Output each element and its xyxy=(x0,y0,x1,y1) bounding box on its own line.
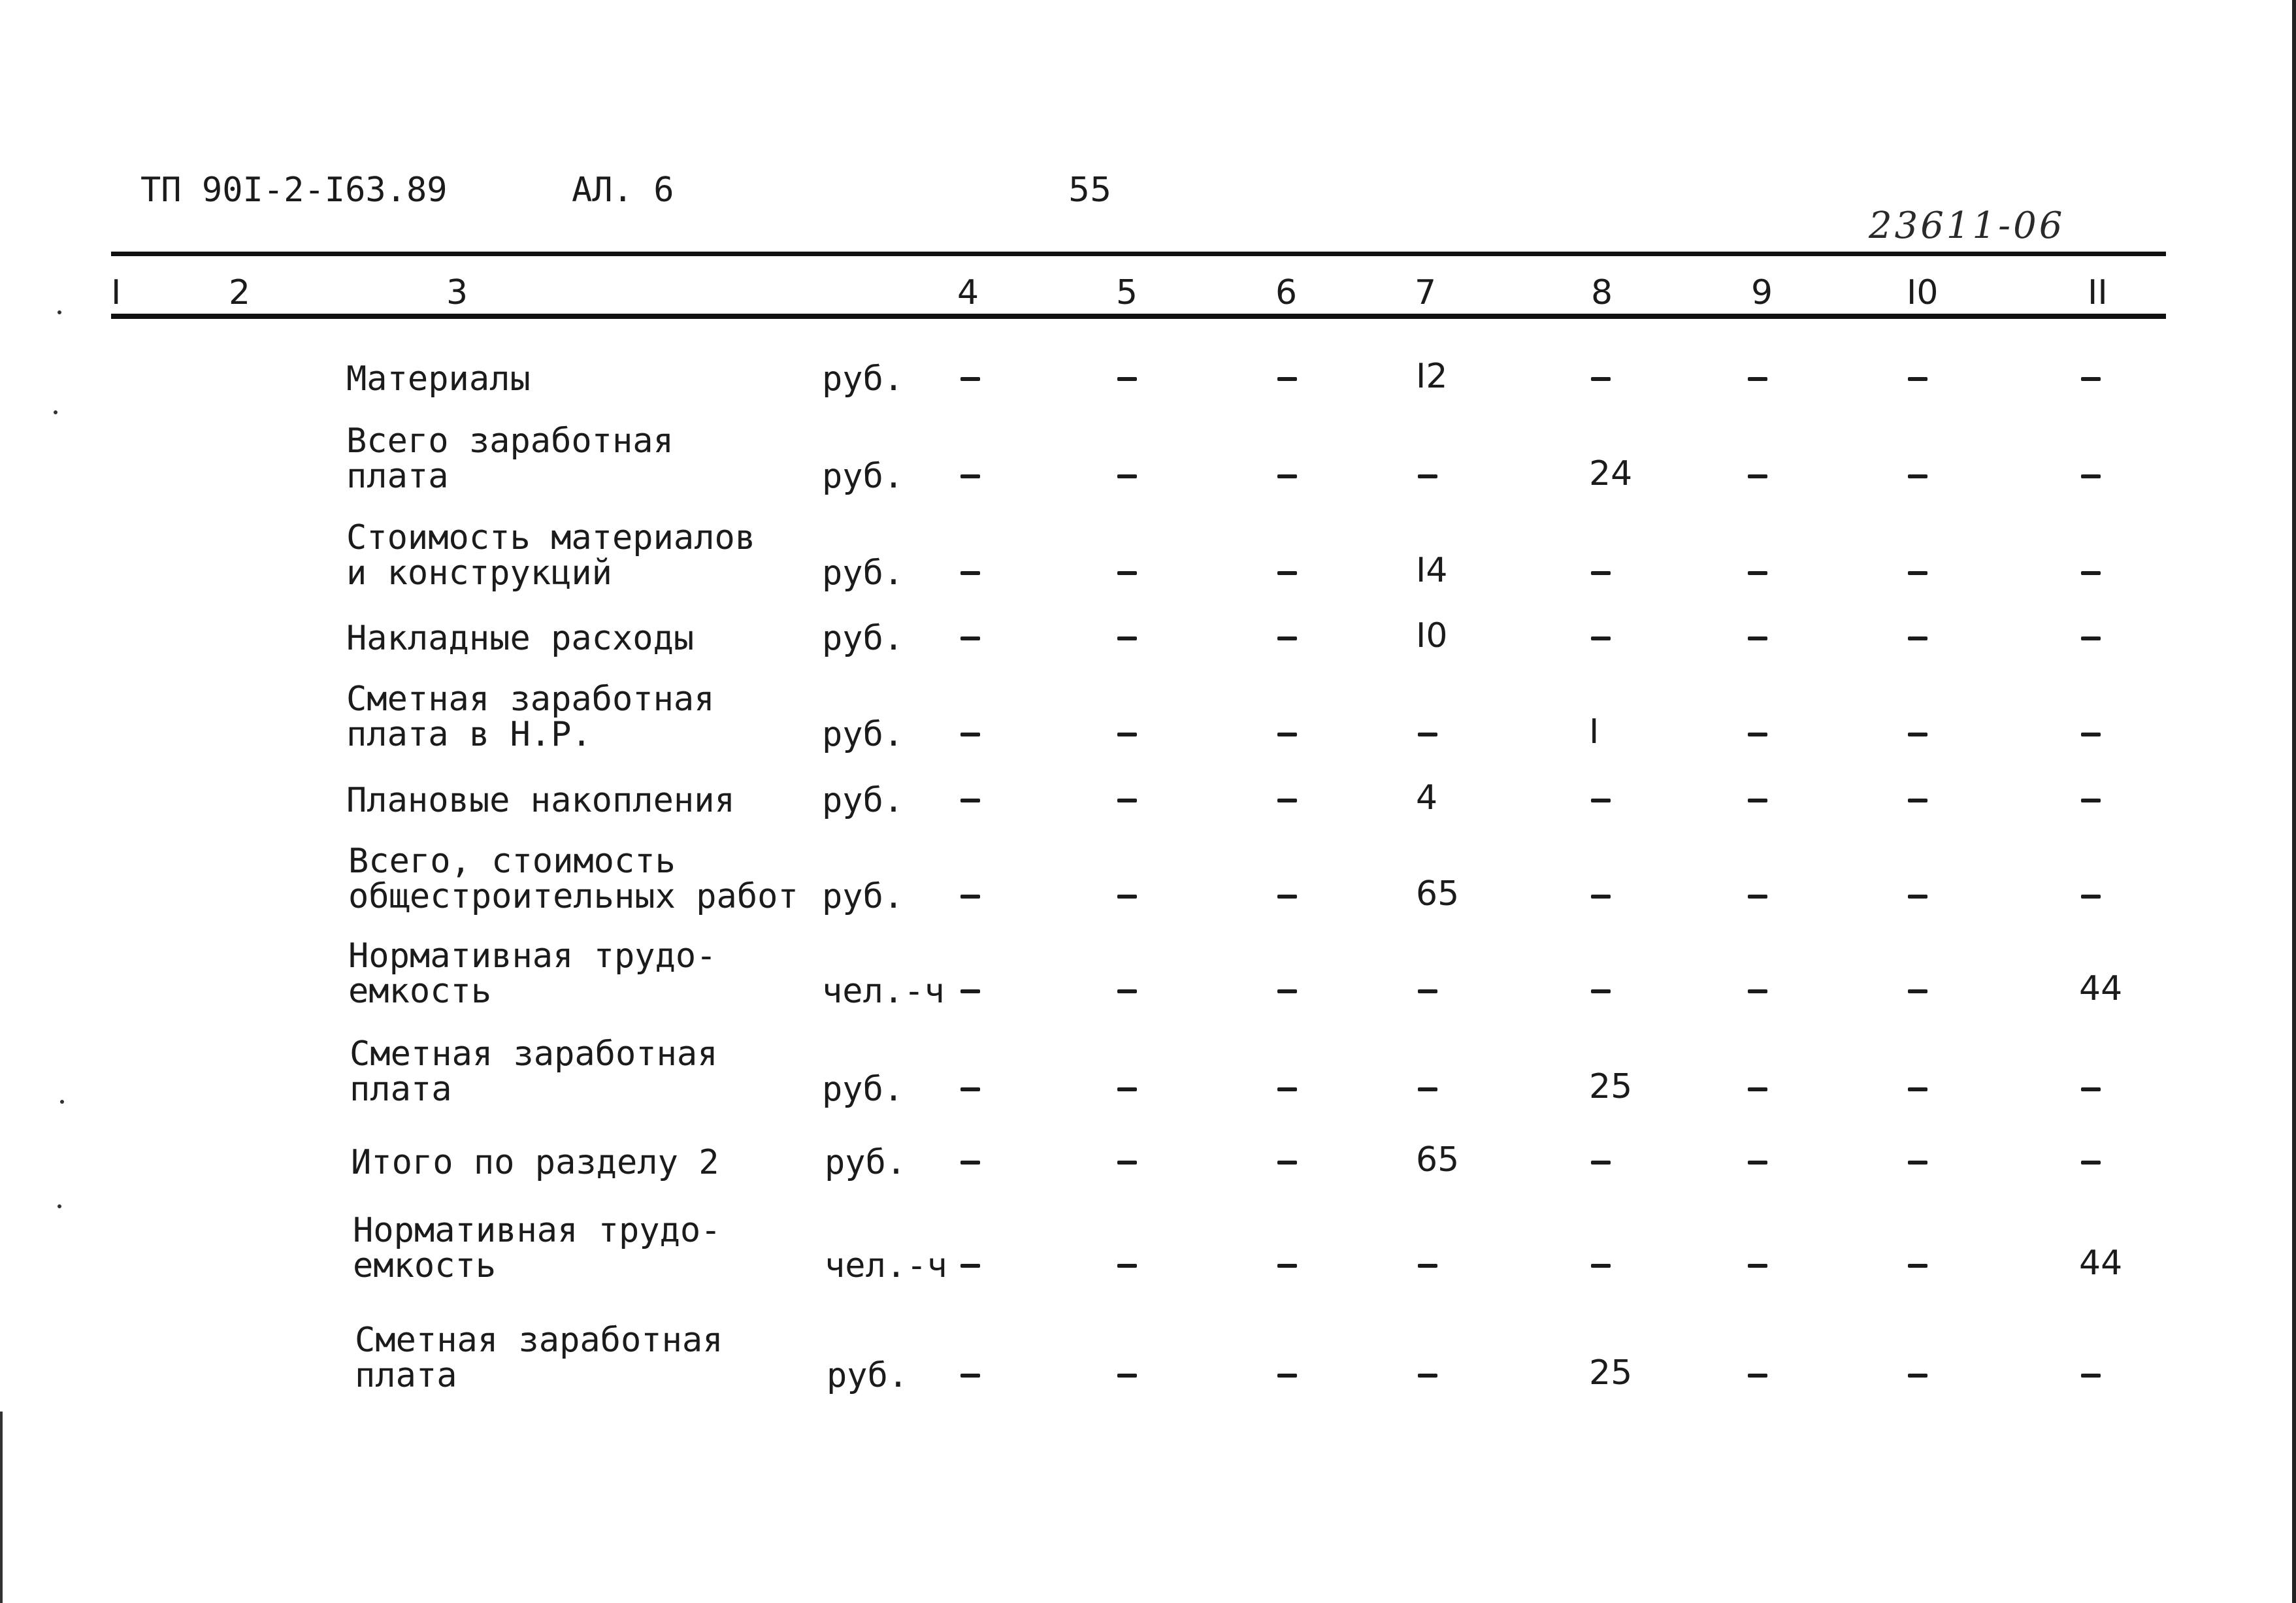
empty-cell-dash xyxy=(1117,474,1137,478)
row-label-line: и конструкций xyxy=(346,554,612,593)
empty-cell-dash xyxy=(1908,1374,1927,1378)
scan-edge-left xyxy=(0,1412,3,1603)
empty-cell-dash xyxy=(960,636,980,640)
row-unit: руб. xyxy=(822,619,904,658)
empty-cell-dash xyxy=(1418,1087,1437,1091)
row-label-line: плата xyxy=(350,1070,452,1109)
scan-speck xyxy=(60,1100,64,1104)
empty-cell-dash xyxy=(1418,474,1437,478)
row-unit: руб. xyxy=(822,457,904,496)
empty-cell-dash xyxy=(1117,733,1137,736)
empty-cell-dash xyxy=(1591,571,1611,575)
inventory-number: 23611-06 xyxy=(1869,205,2065,247)
header-bottom-rule xyxy=(111,314,2166,319)
empty-cell-dash xyxy=(1748,474,1767,478)
empty-cell-dash xyxy=(1117,1264,1137,1268)
empty-cell-dash xyxy=(2081,733,2101,736)
column-header-11: II xyxy=(2088,273,2108,312)
row-label-line: плата в Н.Р. xyxy=(346,715,592,754)
empty-cell-dash xyxy=(2081,474,2101,478)
empty-cell-dash xyxy=(1908,1087,1927,1091)
empty-cell-dash xyxy=(1748,895,1767,899)
empty-cell-dash xyxy=(1277,474,1297,478)
row-label-line: Нормативная трудо- xyxy=(353,1211,721,1250)
empty-cell-dash xyxy=(1277,1087,1297,1091)
empty-cell-dash xyxy=(1908,571,1927,575)
empty-cell-dash xyxy=(960,474,980,478)
empty-cell-dash xyxy=(960,989,980,993)
column-header-1: I xyxy=(111,273,122,312)
empty-cell-dash xyxy=(2081,799,2101,802)
empty-cell-dash xyxy=(1748,733,1767,736)
empty-cell-dash xyxy=(1591,636,1611,640)
empty-cell-dash xyxy=(1908,1264,1927,1268)
empty-cell-dash xyxy=(1591,1161,1611,1165)
empty-cell-dash xyxy=(1908,377,1927,381)
column-header-5: 5 xyxy=(1116,273,1138,312)
empty-cell-dash xyxy=(1908,1161,1927,1165)
cell-value: I2 xyxy=(1416,357,1448,396)
row-label-line: емкость xyxy=(353,1246,497,1285)
row-label-line: Всего, стоимость xyxy=(348,842,676,881)
table-top-rule xyxy=(111,252,2166,256)
empty-cell-dash xyxy=(1418,1264,1437,1268)
column-header-10: I0 xyxy=(1907,273,1939,312)
empty-cell-dash xyxy=(960,1087,980,1091)
empty-cell-dash xyxy=(2081,1374,2101,1378)
empty-cell-dash xyxy=(960,895,980,899)
empty-cell-dash xyxy=(1277,989,1297,993)
empty-cell-dash xyxy=(1277,1264,1297,1268)
empty-cell-dash xyxy=(1908,989,1927,993)
empty-cell-dash xyxy=(2081,1161,2101,1165)
column-header-7: 7 xyxy=(1415,273,1437,312)
empty-cell-dash xyxy=(1748,1264,1767,1268)
row-label-line: емкость xyxy=(348,972,492,1011)
row-label-line: Итого по разделу 2 xyxy=(351,1143,719,1182)
row-label-line: Накладные расходы xyxy=(346,619,695,658)
cell-value: I xyxy=(1589,712,1599,752)
empty-cell-dash xyxy=(1748,571,1767,575)
empty-cell-dash xyxy=(1591,989,1611,993)
empty-cell-dash xyxy=(1117,636,1137,640)
row-label-line: плата xyxy=(355,1356,457,1395)
cell-value: 44 xyxy=(2079,969,2123,1008)
row-unit: руб. xyxy=(822,781,904,820)
cell-value: 25 xyxy=(1589,1353,1633,1393)
row-label-line: Сметная заработная xyxy=(346,680,715,719)
empty-cell-dash xyxy=(1117,1087,1137,1091)
row-unit: руб. xyxy=(822,1070,904,1109)
empty-cell-dash xyxy=(2081,377,2101,381)
row-unit: чел.-ч xyxy=(825,1246,947,1285)
album-number: АЛ. 6 xyxy=(572,171,674,210)
empty-cell-dash xyxy=(1418,1374,1437,1378)
column-header-6: 6 xyxy=(1275,273,1298,312)
empty-cell-dash xyxy=(960,571,980,575)
empty-cell-dash xyxy=(960,377,980,381)
empty-cell-dash xyxy=(2081,1087,2101,1091)
empty-cell-dash xyxy=(1591,377,1611,381)
empty-cell-dash xyxy=(1117,989,1137,993)
empty-cell-dash xyxy=(1748,377,1767,381)
empty-cell-dash xyxy=(1277,636,1297,640)
document-code: ТП 90I-2-I63.89 xyxy=(140,171,448,210)
row-label-line: Стоимость материалов xyxy=(346,518,756,557)
page-number: 55 xyxy=(1068,171,1112,210)
empty-cell-dash xyxy=(2081,571,2101,575)
empty-cell-dash xyxy=(1277,571,1297,575)
cell-value: 65 xyxy=(1416,874,1460,914)
row-label-line: Сметная заработная xyxy=(355,1321,723,1360)
empty-cell-dash xyxy=(1748,1161,1767,1165)
scan-speck xyxy=(57,310,61,314)
row-unit: руб. xyxy=(822,359,904,399)
empty-cell-dash xyxy=(1277,377,1297,381)
cell-value: 25 xyxy=(1589,1067,1633,1106)
row-unit: руб. xyxy=(827,1356,909,1395)
row-label-line: Всего заработная xyxy=(346,421,674,461)
empty-cell-dash xyxy=(960,1161,980,1165)
cell-value: I4 xyxy=(1416,551,1448,590)
row-label-line: Сметная заработная xyxy=(350,1034,718,1074)
row-label-line: плата xyxy=(346,457,449,496)
cell-value: 24 xyxy=(1589,454,1633,493)
empty-cell-dash xyxy=(2081,895,2101,899)
empty-cell-dash xyxy=(1908,799,1927,802)
empty-cell-dash xyxy=(1117,571,1137,575)
empty-cell-dash xyxy=(960,1264,980,1268)
empty-cell-dash xyxy=(1277,1161,1297,1165)
scan-edge-right xyxy=(2292,0,2296,1603)
column-header-4: 4 xyxy=(957,273,979,312)
column-header-8: 8 xyxy=(1591,273,1613,312)
empty-cell-dash xyxy=(1117,1161,1137,1165)
empty-cell-dash xyxy=(1908,636,1927,640)
empty-cell-dash xyxy=(1277,799,1297,802)
empty-cell-dash xyxy=(1418,989,1437,993)
row-label-line: Материалы xyxy=(346,359,531,399)
row-unit: руб. xyxy=(822,554,904,593)
empty-cell-dash xyxy=(1591,895,1611,899)
empty-cell-dash xyxy=(960,733,980,736)
row-label-line: Плановые накопления xyxy=(346,781,735,820)
empty-cell-dash xyxy=(1748,989,1767,993)
empty-cell-dash xyxy=(1748,1374,1767,1378)
empty-cell-dash xyxy=(1591,1264,1611,1268)
row-label-line: Нормативная трудо- xyxy=(348,936,717,976)
empty-cell-dash xyxy=(1908,733,1927,736)
cell-value: I0 xyxy=(1416,616,1448,655)
empty-cell-dash xyxy=(1277,895,1297,899)
row-unit: руб. xyxy=(822,715,904,754)
empty-cell-dash xyxy=(1418,733,1437,736)
column-header-2: 2 xyxy=(229,273,251,312)
cell-value: 4 xyxy=(1416,778,1438,818)
empty-cell-dash xyxy=(1591,799,1611,802)
scan-speck xyxy=(54,410,57,414)
empty-cell-dash xyxy=(1277,1374,1297,1378)
row-unit: руб. xyxy=(822,877,904,916)
empty-cell-dash xyxy=(1117,1374,1137,1378)
empty-cell-dash xyxy=(960,799,980,802)
empty-cell-dash xyxy=(1748,1087,1767,1091)
empty-cell-dash xyxy=(1748,636,1767,640)
scan-speck xyxy=(57,1204,61,1208)
empty-cell-dash xyxy=(1117,377,1137,381)
empty-cell-dash xyxy=(960,1374,980,1378)
empty-cell-dash xyxy=(1908,895,1927,899)
row-label-line: общестроительных работ xyxy=(348,877,798,916)
empty-cell-dash xyxy=(2081,636,2101,640)
empty-cell-dash xyxy=(1748,799,1767,802)
empty-cell-dash xyxy=(1908,474,1927,478)
cell-value: 65 xyxy=(1416,1140,1460,1180)
empty-cell-dash xyxy=(1117,799,1137,802)
empty-cell-dash xyxy=(1277,733,1297,736)
cell-value: 44 xyxy=(2079,1244,2123,1283)
column-header-3: 3 xyxy=(446,273,468,312)
empty-cell-dash xyxy=(1117,895,1137,899)
row-unit: руб. xyxy=(825,1143,907,1182)
column-header-9: 9 xyxy=(1751,273,1773,312)
row-unit: чел.-ч xyxy=(822,972,945,1011)
